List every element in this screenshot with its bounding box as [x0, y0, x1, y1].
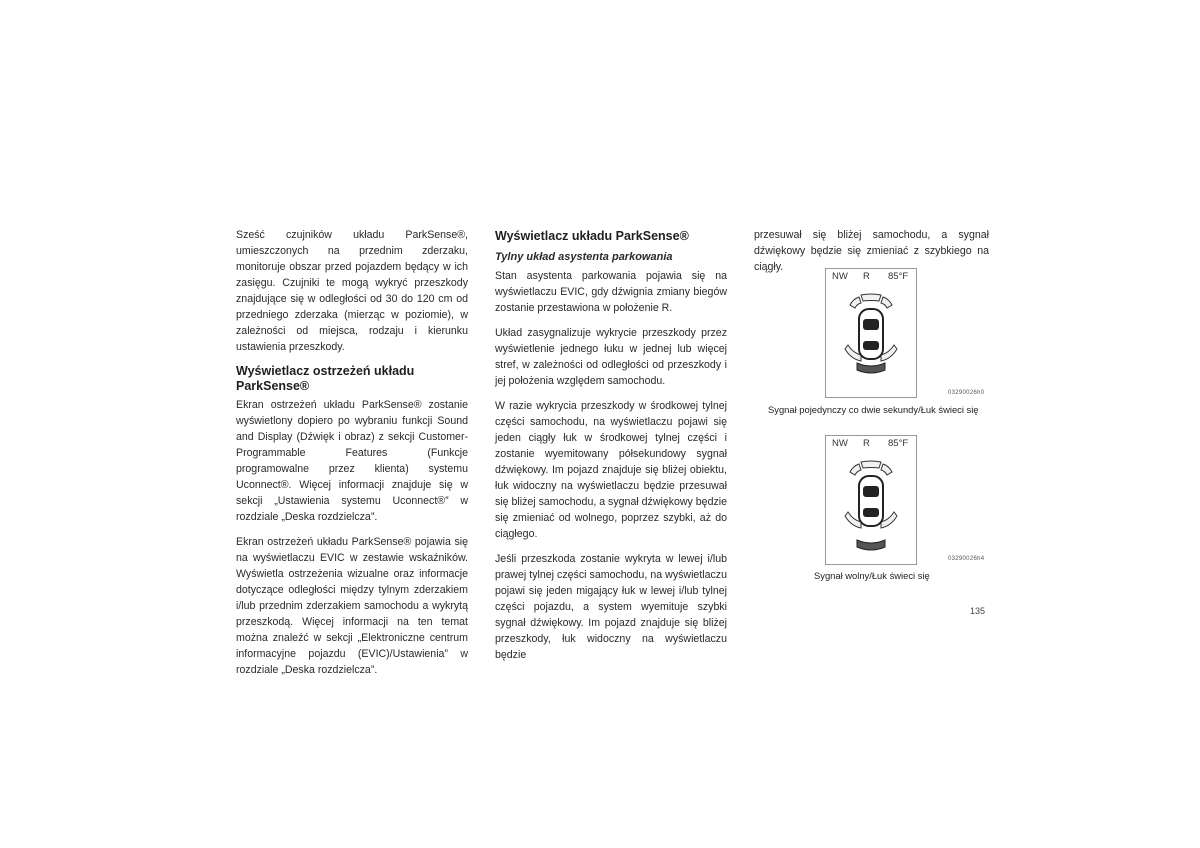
intro-paragraph: Sześć czujników układu ParkSense®, umieszczonych na przednim zderzaku, monitoruje obszar przed pojazdem będący w ich zasięgu. Czujniki te mogą wykryć przeszkody znajdujące się w odległości od 30 do 120 cm od przedniego zderzaka (mierząc w poziomie), w zależności od miejsca, rodzaju i kierunku ustawienia przeszkody. — [236, 229, 468, 353]
rear-center-arc-lit-icon — [857, 363, 885, 373]
figure-1-code: 03290026h0 — [948, 390, 985, 396]
figure-1-car-diagram — [826, 283, 916, 393]
front-center-arc-icon — [861, 461, 881, 468]
section-heading-parksense-display: Wyświetlacz układu ParkSense® — [495, 229, 689, 243]
section-heading-warning-display: Wyświetlacz ostrzeżeń układu ParkSense® — [236, 364, 415, 393]
front-left-arc-icon — [850, 464, 861, 475]
page-number: 135 — [970, 606, 986, 616]
figure-1-temp-label: 85°F — [888, 271, 909, 282]
display-paragraph-3: W razie wykrycia przeszkody w środkowej tylnej części samochodu, na wyświetlaczu pojawi się jeden ciągły łuk w środkowej tylnej części i zostanie wyemitowany półsekundowy sygnał dźwiękowy. Im pojazd znajduje się bliżej obiektu, łuk widoczny na wyświetlaczu będzie przesuwał się bliżej samochodu, a sygnał dźwiękowy będzie się zmieniać od wolnego, poprzez szybki, aż do ciągłego. — [495, 400, 728, 540]
figure-1-caption: Sygnał pojedynczy co dwie sekundy/Łuk świeci się — [768, 404, 979, 415]
front-right-arc-icon — [881, 464, 892, 475]
display-paragraph-1: Stan asystenta parkowania pojawia się na wyświetlaczu EVIC, gdy dźwignia zmiany biegów zostanie przestawiona w położenie R. — [495, 270, 727, 314]
text-column-2 — [495, 227, 727, 672]
continuation-paragraph: przesuwał się bliżej samochodu, a sygnał dźwiękowy będzie się zmieniać z szybkiego na ciągły. — [754, 229, 989, 273]
figure-2-temp-label: 85°F — [888, 438, 909, 449]
figure-2-code: 03290026h4 — [948, 556, 985, 562]
front-right-arc-icon — [881, 297, 892, 308]
front-left-arc-icon — [850, 297, 861, 308]
figure-2-gear-label: R — [863, 438, 870, 449]
display-paragraph-4: Jeśli przeszkoda zostanie wykryta w lewej i/lub prawej tylnej części samochodu, na wyświetlaczu pojawi się jeden migający łuk w lewej i/lub tylnej części pojazdu, a system wyemituje szybki sygnał dźwiękowy. Im pojazd znajduje się bliżej przeszkody, łuk widoczny na wyświetlaczu będzie — [495, 553, 727, 661]
figure-2-caption: Sygnał wolny/Łuk świeci się — [814, 570, 930, 581]
figure-1-nw-label: NW — [832, 271, 848, 282]
parksense-display-figure-2 — [825, 435, 917, 565]
parksense-display-figure-1 — [825, 268, 917, 398]
text-column-1 — [236, 227, 468, 687]
front-center-arc-icon — [861, 294, 881, 301]
car-top-view-icon — [859, 309, 883, 359]
car-top-view-icon — [859, 476, 883, 526]
subheading-rear-park-assist: Tylny układ asystenta parkowania — [495, 251, 673, 263]
rear-center-arc-lit-icon — [857, 540, 885, 550]
figure-1-gear-label: R — [863, 271, 870, 282]
display-paragraph-2: Układ zasygnalizuje wykrycie przeszkody przez wyświetlenie jednego łuku w jednej lub więcej stref, w zależności od odległości od przeszkody i jej położenia względem samochodu. — [495, 327, 727, 387]
figure-2-nw-label: NW — [832, 438, 848, 449]
warning-display-paragraph-1: Ekran ostrzeżeń układu ParkSense® zostanie wyświetlony dopiero po wybraniu funkcji Sound and Display (Dźwięk i obraz) z sekcji Customer-Programmable Features (Funkcje programowalne przez klienta) systemu Uconnect®. Więcej informacji znajduje się w sekcji „Ustawienia systemu Uconnect®” w rozdziale „Deska rozdzielcza”. — [236, 399, 468, 523]
warning-display-paragraph-2: Ekran ostrzeżeń układu ParkSense® pojawia się na wyświetlaczu EVIC w zestawie wskaźników. Wyświetla ostrzeżenia wizualne oraz informacje dotyczące odległości między tylnym zderzakiem i/lub przednim zderzakiem samochodu a wykrytą przeszkodą. Więcej informacji na ten temat można znaleźć w sekcji „Elektroniczne centrum informacyjne pojazdu (EVIC)/Ustawienia” w rozdziale „Deska rozdzielcza”. — [236, 536, 468, 676]
figure-2-car-diagram — [826, 450, 916, 560]
